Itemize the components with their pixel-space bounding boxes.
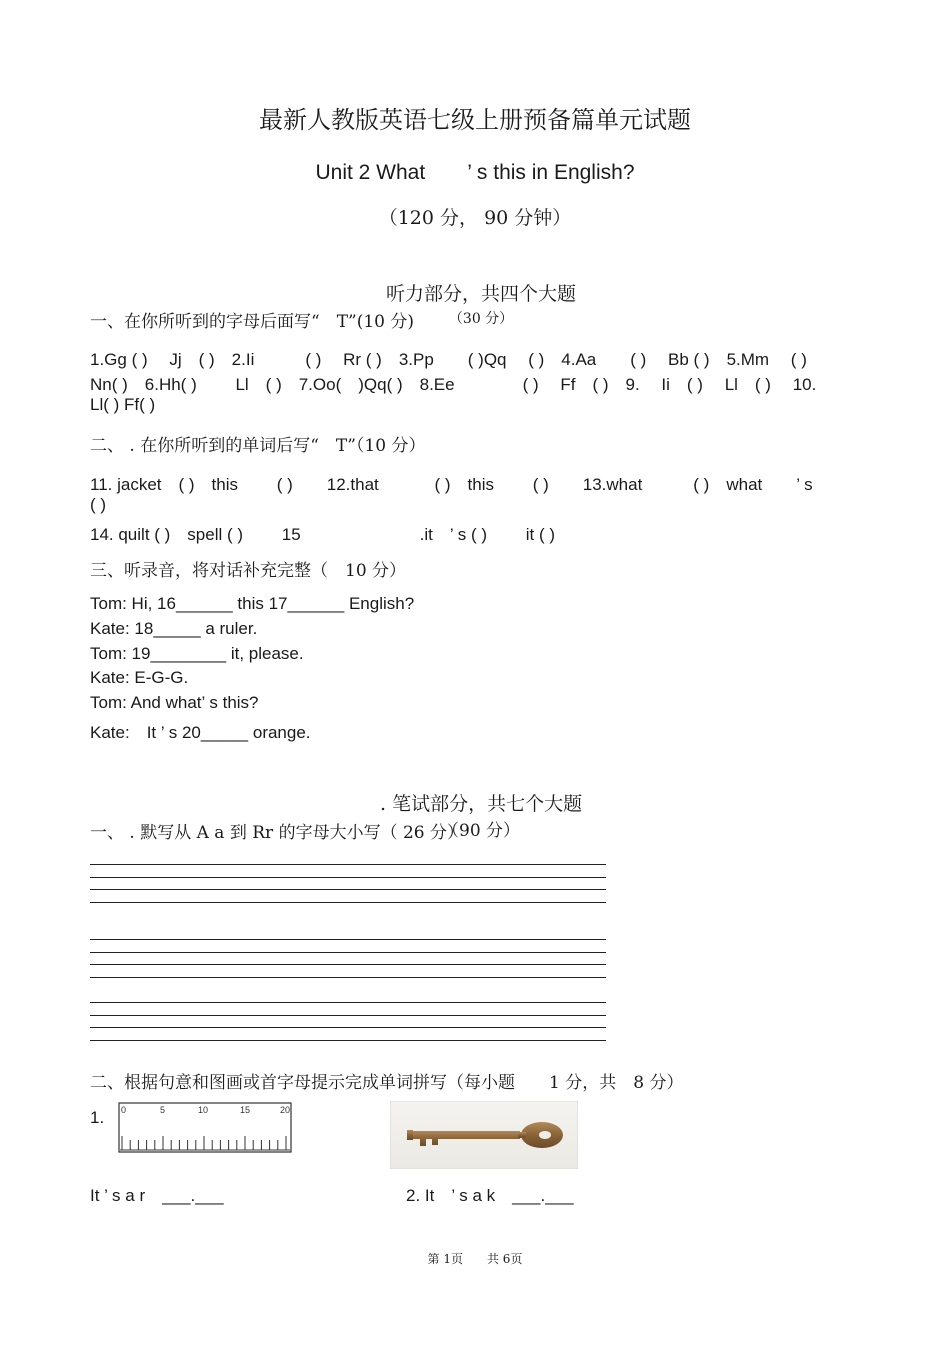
writing-heading-points: （90 分）: [442, 821, 521, 841]
key-picture: [390, 1101, 578, 1169]
ruler-label-5: 5: [160, 1105, 166, 1115]
question-1-number: 1.: [90, 1108, 105, 1127]
writing-line: [90, 939, 606, 940]
listening-heading-points: （30 分）: [448, 311, 514, 327]
unit-subtitle: Unit 2 What ’ s this in English?: [315, 161, 635, 184]
writing-line: [90, 1015, 606, 1016]
listening-s1-line-1: 1.Gg ( ) Jj ( ) 2.Ii ( ) Rr ( ) 3.Pp ( )Qq ( ) 4.Aa ( ) Bb ( ) 5.Mm ( ): [90, 350, 807, 369]
dialogue-line-5: Tom: And what’ s this?: [90, 693, 259, 712]
dialogue-line-2: Kate: 18_____ a ruler.: [90, 619, 258, 638]
question-1-sentence: It ’ s a r ___.___: [90, 1186, 224, 1205]
listening-section-3-title: 三、听录音，将对话补充完整（ 10 分）: [90, 561, 407, 581]
writing-line: [90, 877, 606, 878]
ruler-picture: [118, 1102, 293, 1154]
writing-line: [90, 864, 606, 865]
listening-s2-line-3: 14. quilt ( ) spell ( ) 15 .it ’ s ( ) it ( ): [90, 525, 556, 544]
listening-s2-line-2: ( ): [90, 495, 107, 514]
listening-s2-line-1: 11. jacket ( ) this ( ) 12.that ( ) this ( ) 13.what ( ) what ’ s: [90, 475, 813, 494]
page-title: 最新人教版英语七级上册预备篇单元试题: [259, 106, 691, 134]
writing-line: [90, 952, 606, 953]
listening-s1-line-2: Nn( ) 6.Hh( ) Ll ( ) 7.Oo( )Qq( ) 8.Ee ( ) Ff ( ) 9. Ii ( ) Ll ( ) 10.: [90, 375, 817, 394]
dialogue-line-6: Kate: It ’ s 20_____ orange.: [90, 723, 311, 742]
writing-heading-text: . 笔试部分，共七个大题: [380, 793, 583, 815]
score-info: （120 分， 90 分钟）: [378, 207, 572, 229]
writing-line: [90, 977, 606, 978]
listening-heading-text: 听力部分，共四个大题: [386, 283, 577, 305]
writing-line: [90, 964, 606, 965]
writing-section-2-title: 二、根据句意和图画或首字母提示完成单词拼写（每小题 1 分，共 8 分）: [90, 1073, 684, 1093]
page-footer: 第 1页 共 6页: [427, 1252, 523, 1266]
writing-line: [90, 1040, 606, 1041]
question-2-sentence: 2. It ’ s a k ___.___: [406, 1186, 574, 1205]
listening-s1-line-3: Ll( ) Ff( ): [90, 395, 156, 414]
ruler-label-15: 15: [240, 1105, 251, 1115]
ruler-label-10: 10: [198, 1105, 209, 1115]
ruler-label-20: 20: [280, 1105, 291, 1115]
writing-line: [90, 1027, 606, 1028]
listening-section-1-title: 一、在你所听到的字母后面写“ T”(10 分): [90, 312, 415, 332]
dialogue-line-3: Tom: 19________ it, please.: [90, 644, 304, 663]
writing-line: [90, 1002, 606, 1003]
writing-line: [90, 902, 606, 903]
writing-section-1-title: 一、 . 默写从 A a 到 Rr 的字母大小写（ 26 分）: [90, 823, 465, 843]
writing-line: [90, 889, 606, 890]
ruler-label-0: 0: [121, 1105, 127, 1115]
dialogue-line-1: Tom: Hi, 16______ this 17______ English?: [90, 594, 415, 613]
listening-section-2-title: 二、 . 在你所听到的单词后写“ T”（10 分）: [90, 436, 426, 456]
dialogue-line-4: Kate: E-G-G.: [90, 668, 189, 687]
